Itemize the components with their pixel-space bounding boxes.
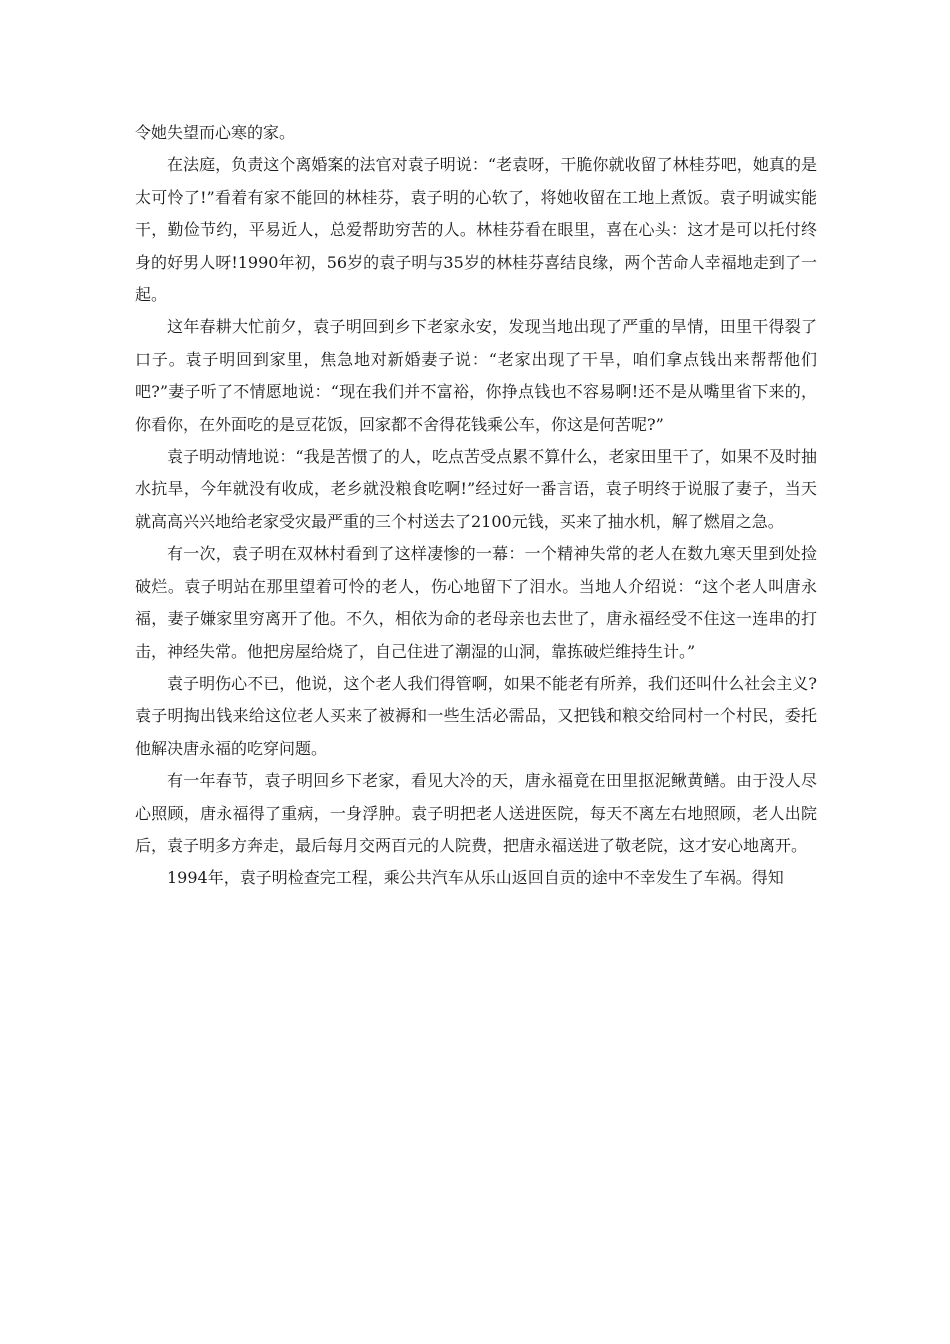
paragraph-continuation: 令她失望而心寒的家。 — [135, 123, 296, 142]
paragraph-spring-festival: 有一年春节，袁子明回乡下老家，看见大冷的天，唐永福竟在田里抠泥鳅黄鳝。由于没人尽心照顾，唐永福得了重病，一身浮肿。袁子明把老人送进医院，每天不离左右地照顾，老人出院后，袁子明多方奔走，最后每月交两百元的人院费，把唐永福送进了敬老院，这才安心地离开。 — [135, 771, 817, 855]
paragraph-court-marriage: 在法庭，负责这个离婚案的法官对袁子明说：“老袁呀，干脆你就收留了林桂芬吧，她真的是太可怜了!”看着有家不能回的林桂芬，袁子明的心软了，将她收留在工地上煮饭。袁子明诚实能干，勤俭节约，平易近人，总爱帮助穷苦的人。林桂芬看在眼里，喜在心头：这才是可以托付终身的好男人呀!1990年初，56岁的袁子明与35岁的林桂芬喜结良缘，两个苦命人幸福地走到了一起。 — [135, 155, 817, 305]
paragraph-support-elder: 袁子明伤心不已，他说，这个老人我们得管啊，如果不能老有所养，我们还叫什么社会主义?袁子明掏出钱来给这位老人买来了被褥和一些生活必需品，又把钱和粮交给同村一个村民，委托他解决唐永福的吃穿问题。 — [135, 673, 817, 758]
paragraph-drought: 这年春耕大忙前夕，袁子明回到乡下老家永安，发现当地出现了严重的旱情，田里干得裂了口子。袁子明回到家里，焦急地对新婚妻子说：“老家出现了干旱，咱们拿点钱出来帮帮他们吧?”妻子听了不情愿地说：“现在我们并不富裕，你挣点钱也不容易啊!还不是从嘴里省下来的，你看你，在外面吃的是豆花饭，回家都不舍得花钱乘公车，你这是何苦呢?” — [135, 317, 817, 434]
paragraph-donation: 袁子明动情地说：“我是苦惯了的人，吃点苦受点累不算什么，老家田里干了，如果不及时抽水抗旱，今年就没有收成，老乡就没粮食吃啊!”经过好一番言语，袁子明终于说服了妻子，当天就高高兴兴地给老家受灾最严重的三个村送去了2100元钱，买来了抽水机，解了燃眉之急。 — [135, 447, 817, 531]
paragraph-car-accident: 1994年，袁子明检查完工程，乘公共汽车从乐山返回自贡的途中不幸发生了车祸。得知 — [167, 868, 784, 888]
article-body — [135, 117, 817, 895]
paragraph-shuanglin-village: 有一次，袁子明在双林村看到了这样凄惨的一幕：一个精神失常的老人在数九寒天里到处捡破烂。袁子明站在那里望着可怜的老人，伤心地留下了泪水。当地人介绍说：“这个老人叫唐永福，妻子嫌家里穷离开了他。不久，相依为命的老母亲也去世了，唐永福经受不住这一连串的打击，神经失常。他把房屋给烧了，自己住进了潮湿的山洞，靠拣破烂维持生计。” — [135, 544, 817, 661]
